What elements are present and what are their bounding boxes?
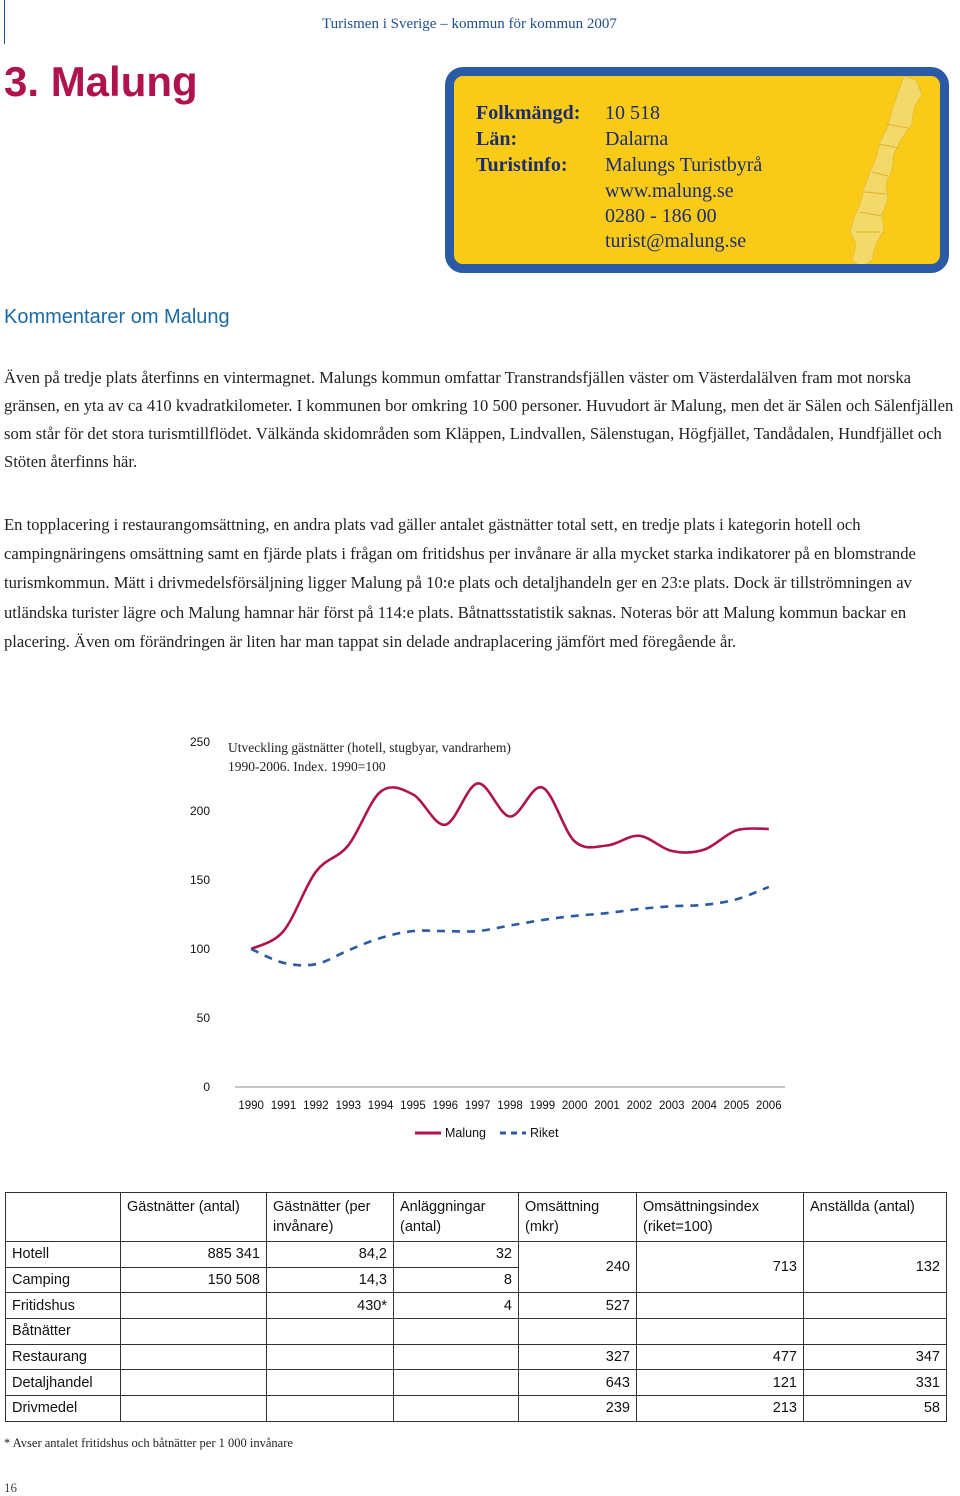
info-box [445,67,949,273]
y-tick-label: 200 [189,804,210,818]
table-header: Gästnätter (antal) [121,1193,267,1242]
x-tick-label: 1991 [270,1100,297,1112]
x-tick-label: 1994 [367,1100,394,1112]
cell-per-resident: 84,2 [267,1242,394,1268]
cell-per-resident: 430* [267,1293,394,1319]
cell-facilities: 8 [394,1267,519,1293]
x-tick-label: 2000 [561,1100,588,1112]
cell-empty [267,1396,394,1422]
cell-empty [804,1319,947,1345]
x-tick-label: 2006 [756,1100,782,1112]
y-tick-label: 0 [203,1080,210,1094]
cell-turnover: 643 [519,1370,637,1396]
row-label: Restaurang [6,1344,121,1370]
cell-empty [267,1344,394,1370]
cell-empty [267,1319,394,1345]
x-tick-label: 1992 [303,1100,329,1112]
y-tick-label: 150 [189,873,210,887]
cell-empty [394,1396,519,1422]
cell-empty [121,1396,267,1422]
x-tick-label: 1998 [497,1100,523,1112]
series-line-malung [251,783,769,949]
x-tick-label: 1993 [335,1100,362,1112]
table-row [6,1396,947,1422]
x-tick-label: 2005 [723,1100,750,1112]
cell-turnover: 239 [519,1396,637,1422]
county-label: Län: [476,128,518,150]
cell-employees: 347 [804,1344,947,1370]
cell-employees-merged: 132 [804,1242,947,1293]
row-label: Båtnätter [6,1319,121,1345]
cell-employees [804,1293,947,1319]
table-row [6,1344,947,1370]
x-tick-label: 2003 [658,1100,685,1112]
table-header [6,1193,121,1242]
guest-nights-chart [180,730,800,1150]
series-line-riket [251,887,769,965]
row-label: Detaljhandel [6,1370,121,1396]
table-header: Anställda (antal) [804,1193,947,1242]
cell-empty [121,1319,267,1345]
x-tick-label: 1990 [238,1100,264,1112]
cell-empty [394,1319,519,1345]
cell-facilities: 4 [394,1293,519,1319]
touristinfo-name: Malungs Turistbyrå [605,154,763,176]
x-tick-label: 1999 [529,1100,556,1112]
table-header: Omsättning (mkr) [519,1193,637,1242]
table-header: Omsättningsindex (riket=100) [637,1193,804,1242]
legend-label: Malung [445,1126,486,1140]
page-number: 16 [4,1480,17,1495]
cell-index: 477 [637,1344,804,1370]
chart-title: Utveckling gästnätter (hotell, stugbyar, vandrarhem) [228,740,511,755]
y-tick-label: 50 [196,1011,210,1025]
cell-turnover: 327 [519,1344,637,1370]
cell-empty [394,1344,519,1370]
county-value: Dalarna [605,128,669,150]
chart-subtitle: 1990-2006. Index. 1990=100 [228,759,386,774]
cell-index [637,1293,804,1319]
x-tick-label: 2002 [626,1100,653,1112]
population-value: 10 518 [605,102,660,124]
table-row [6,1293,947,1319]
cell-empty [637,1319,804,1345]
cell-guest-nights: 885 341 [121,1242,267,1268]
cell-index-merged: 713 [637,1242,804,1293]
y-tick-label: 100 [189,942,210,956]
legend-label: Riket [530,1126,559,1140]
x-tick-label: 1996 [432,1100,459,1112]
table-header: Gästnätter (per invånare) [267,1193,394,1242]
row-label: Fritidshus [6,1293,121,1319]
population-label: Folkmängd: [476,102,581,124]
cell-employees: 331 [804,1370,947,1396]
touristinfo-label: Turistinfo: [476,154,568,176]
row-label: Drivmedel [6,1396,121,1422]
cell-facilities: 32 [394,1242,519,1268]
row-label: Camping [6,1267,121,1293]
sweden-map-icon [842,72,932,272]
x-tick-label: 2001 [594,1100,620,1112]
cell-guest-nights: 150 508 [121,1267,267,1293]
x-tick-label: 1995 [400,1100,426,1112]
running-header: Turismen i Sverige – kommun för kommun 2007 [322,16,617,32]
cell-empty [121,1370,267,1396]
cell-index: 213 [637,1396,804,1422]
table-header-row [6,1193,947,1242]
phone-number: 0280 - 186 00 [605,205,717,227]
email-link[interactable]: turist@malung.se [605,230,747,252]
table-row [6,1370,947,1396]
website-link[interactable]: www.malung.se [605,180,734,202]
paragraph-intro: Även på tredje plats återfinns en vintermagnet. Malungs kommun omfattar Transtrandsfjällen väster om Västerdalälven fram mot norska gränsen, en yta av ca 410 kvadratkilometer. I kommunen bor omkring 10 500 personer. Huvudort är Malung, men det är Sälen och Sälenfjällen som står för det stora turismtillflödet. Välkända skidområden som Kläppen, Lindvallen, Sälenstugan, Högfjället, Tandådalen, Hundfjället och Stöten återfinns här. [4,368,954,471]
cell-turnover: 527 [519,1293,637,1319]
section-heading: Kommentarer om Malung [4,306,230,328]
cell-empty [267,1370,394,1396]
x-tick-label: 1997 [464,1100,491,1112]
cell-employees: 58 [804,1396,947,1422]
table-row [6,1242,947,1268]
cell-per-resident: 14,3 [267,1267,394,1293]
footnote: * Avser antalet fritidshus och båtnätter per 1 000 invånare [4,1436,293,1450]
cell-turnover-merged: 240 [519,1242,637,1293]
cell-empty [121,1344,267,1370]
paragraph-rankings: En topplacering i restaurangomsättning, en andra plats vad gäller antalet gästnätter total sett, en tredje plats i kategorin hotell och campingnäringens omsättning samt en fjärde plats i frågan om fritidshus per invånare är alla mycket starka indikatorer på en blomstrande turismkommun. Mätt i drivmedelsförsäljning ligger Malung på 10:e plats och detaljhandeln ger en 23:e plats. Dock är tillströmningen av utländska turister lägre och Malung hamnar här först på 114:e plats. Båtnattsstatistik saknas. Noteras bör att Malung kommun backar en placering. Även om förändringen är liten har man tappat sin delade andraplacering jämfört med föregående år. [4,515,916,651]
table-row [6,1319,947,1345]
row-label: Hotell [6,1242,121,1268]
header-rule [4,0,5,44]
cell-empty [394,1370,519,1396]
stats-table [5,1192,947,1422]
cell-guest-nights [121,1293,267,1319]
cell-index: 121 [637,1370,804,1396]
page-title: 3. Malung [4,58,198,105]
x-tick-label: 2004 [691,1100,717,1112]
table-header: Anläggningar (antal) [394,1193,519,1242]
y-tick-label: 250 [189,735,210,749]
cell-empty [519,1319,637,1345]
